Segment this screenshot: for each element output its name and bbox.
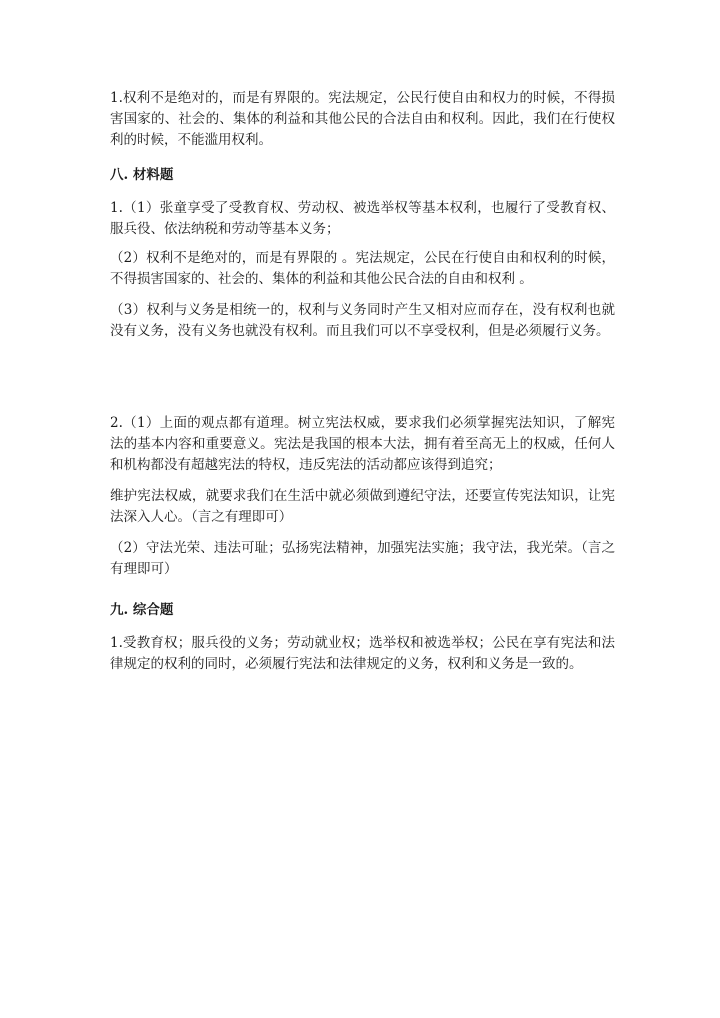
paragraph-material-3: （3）权利与义务是相统一的，权利与义务同时产生又相对应而存在，没有权利也就没有义务，没有义务也就没有权利。而且我们可以不享受权利，但是必须履行义务。 bbox=[110, 302, 615, 339]
section-heading-9: 九. 综合题 bbox=[110, 602, 174, 618]
paragraph-material-2-part-2: 维护宪法权威，就要求我们在生活中就必须做到遵纪守法，还要宣传宪法知识，让宪法深入人心。（言之有理即可） bbox=[110, 488, 615, 525]
paragraph-material-1: 1.（1）张童享受了受教育权、劳动权、被选举权等基本权利，也履行了受教育权、服兵役、依法纳税和劳动等基本义务； bbox=[110, 200, 615, 237]
paragraph-answer-1: 1.权利不是绝对的，而是有界限的。宪法规定，公民行使自由和权力的时候，不得损害国家的、社会的、集体的利益和其他公民的合法自由和权利。因此，我们在行使权利的时候，不能滥用权利。 bbox=[110, 90, 615, 148]
paragraph-material-2-part-1: 2.（1）上面的观点都有道理。树立宪法权威，要求我们必须掌握宪法知识，了解宪法的基本内容和重要意义。宪法是我国的根本大法，拥有着至高无上的权威，任何人和机构都没有超越宪法的特权，违反宪法的活动都应该得到追究； bbox=[110, 415, 615, 473]
section-heading-8: 八. 材料题 bbox=[110, 167, 174, 183]
paragraph-material-2: （2）权利不是绝对的，而是有界限的 。宪法规定，公民在行使自由和权利的时候，不得损害国家的、社会的、集体的利益和其他公民合法的自由和权利 。 bbox=[110, 250, 615, 287]
paragraph-comprehensive-1: 1.受教育权；服兵役的义务；劳动就业权；选举权和被选举权；公民在享有宪法和法律规定的权利的同时，必须履行宪法和法律规定的义务，权利和义务是一致的。 bbox=[110, 635, 615, 672]
paragraph-material-2-part-3: （2）守法光荣、违法可耻；弘扬宪法精神，加强宪法实施；我守法，我光荣。（言之有理即可） bbox=[110, 540, 615, 577]
